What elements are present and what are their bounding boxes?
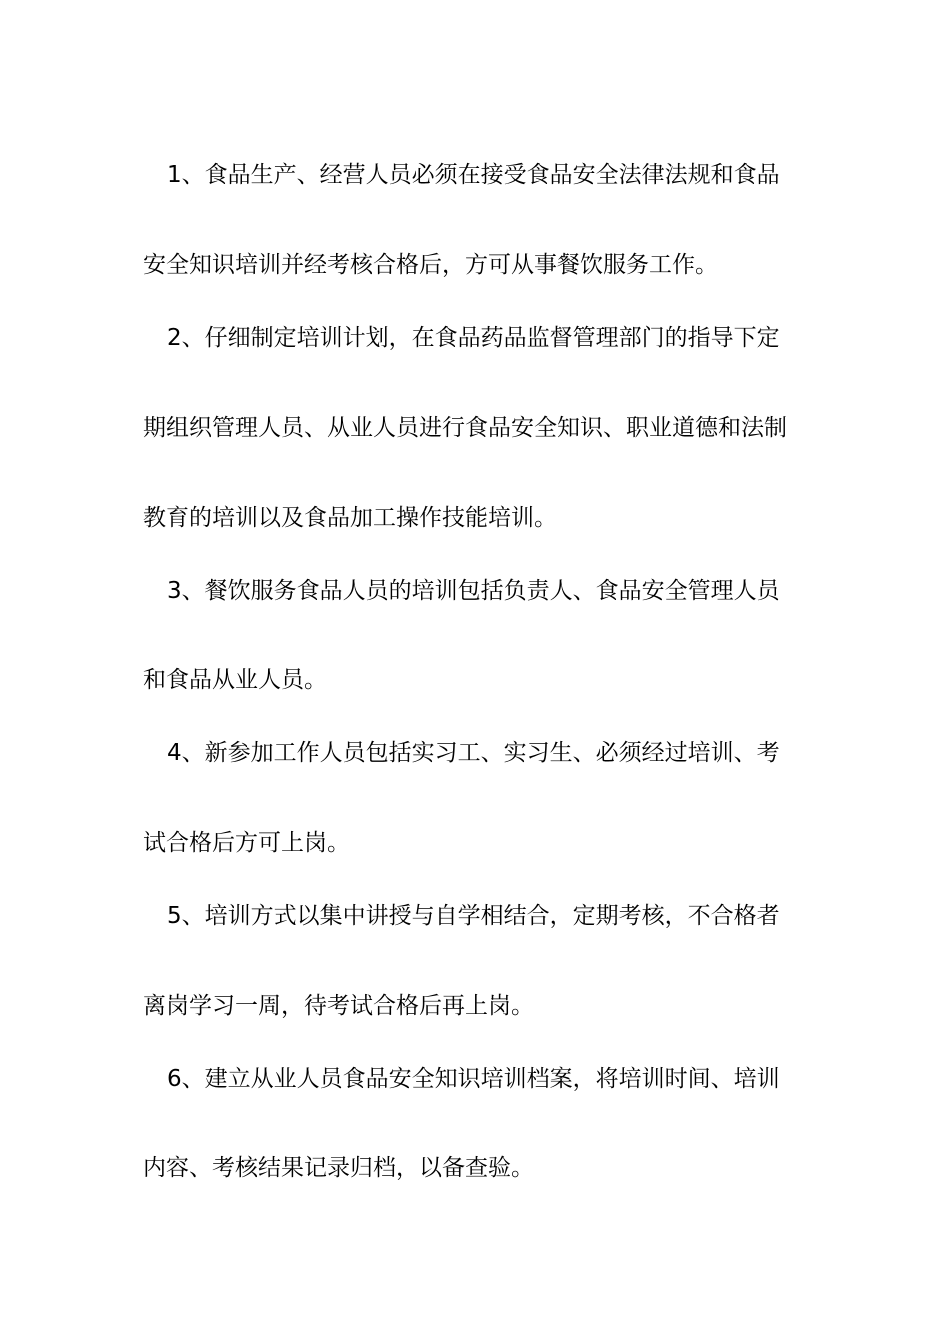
item-6-line-2: 内容、考核结果记录归档，以备查验。 bbox=[143, 1155, 534, 1181]
item-2-line-2: 期组织管理人员、从业人员进行食品安全知识、职业道德和法制 bbox=[143, 415, 787, 441]
item-5-line-2: 离岗学习一周，待考试合格后再上岗。 bbox=[143, 993, 534, 1019]
item-1-line-2: 安全知识培训并经考核合格后，方可从事餐饮服务工作。 bbox=[143, 252, 718, 278]
item-3-line-2: 和食品从业人员。 bbox=[143, 667, 327, 693]
item-2-line-3: 教育的培训以及食品加工操作技能培训。 bbox=[143, 505, 557, 531]
item-4-line-2: 试合格后方可上岗。 bbox=[143, 830, 350, 856]
item-4-line-1: 4、新参加工作人员包括实习工、实习生、必须经过培训、考 bbox=[167, 740, 780, 766]
item-2-line-1: 2、仔细制定培训计划，在食品药品监督管理部门的指导下定 bbox=[167, 325, 780, 351]
item-5-line-1: 5、培训方式以集中讲授与自学相结合，定期考核，不合格者 bbox=[167, 903, 780, 929]
item-6-line-1: 6、建立从业人员食品安全知识培训档案，将培训时间、培训 bbox=[167, 1066, 780, 1092]
item-1-line-1: 1、食品生产、经营人员必须在接受食品安全法律法规和食品 bbox=[167, 162, 780, 188]
item-3-line-1: 3、餐饮服务食品人员的培训包括负责人、食品安全管理人员 bbox=[167, 578, 780, 604]
